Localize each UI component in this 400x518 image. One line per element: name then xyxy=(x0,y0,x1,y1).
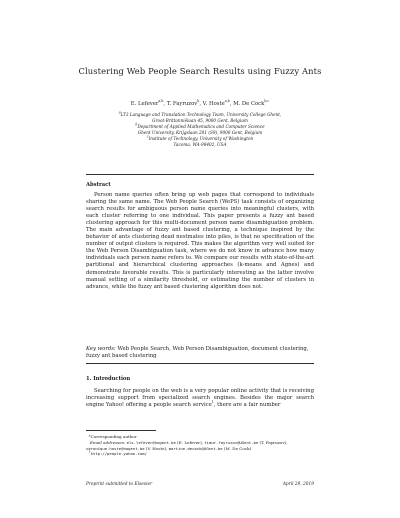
abstract-text: Person name queries often bring up web pages that correspond to individuals sharing the same name. The Web People Search (WePS) task consists of organizing search results for ambiguous person name queries into meaningful clusters, with each cluster referring to one individual. This paper presents a fuzzy ant based clustering approach for this multi-document person name disambiguation problem. The main advantage of fuzzy ant based clustering, a technique inspired by the behavior of ants clustering dead nestmates into piles, is that no specification of the number of output clusters is required. This makes the algorithm very well suited for the Web Person Disambiguation task, where we do not know in advance how many individuals each person name refers to. We compare our results with state-of-the-art partitional and hierarchical clustering approaches (k-means and Agnes) and demonstrate favorable results. This is particularly interesting as the latter involve manual setting of a similarity threshold, or estimating the number of clusters in advance, while the fuzzy ant based clustering algorithm does not. xyxy=(86,192,314,290)
author-list xyxy=(0,101,400,107)
affiliation-line: Tacoma, WA-98402, USA xyxy=(173,142,227,148)
intro-text-end: , there are a fair number xyxy=(213,402,281,409)
intro-paragraph xyxy=(86,388,314,409)
introduction-body xyxy=(86,388,314,409)
author-4: , M. De Cock xyxy=(229,101,265,107)
abstract-heading: Abstract xyxy=(86,182,111,188)
author-3: , V. Hoste xyxy=(199,101,225,107)
affiliation-line: $^c$Institute of Technology, University of Washington xyxy=(146,134,254,142)
affiliation-line: Ghent University, Krijgslaan 281 (S9), 9000 Gent, Belgium xyxy=(137,130,263,136)
affiliation-line: $^a$LT3 Language and Translation Technology Team, University College Ghent, xyxy=(118,110,282,117)
affiliation-line: Groot-Brittanniëlaan 45, 9000 Gent, Belgium xyxy=(152,118,248,124)
footnote-corresponding: *Corresponding author xyxy=(86,434,137,439)
footnotes xyxy=(86,430,314,457)
abstract-top-rule xyxy=(86,174,314,175)
paper-title: Clustering Web People Search Results using Fuzzy Ants xyxy=(78,66,322,76)
affiliations xyxy=(0,112,400,149)
footer-left: Preprint submitted to Elsevier xyxy=(86,482,153,487)
affiliation-line: $^b$Department of Applied Mathematics and Computer Science xyxy=(135,122,265,130)
abstract-body xyxy=(86,192,314,291)
page-footer xyxy=(86,482,314,487)
abstract-bottom-rule xyxy=(86,363,314,364)
footnote-emails: Email addresses: els.lefever@hogent.be (E. Lefever), timur.fayruzov@UGent.be (T. Fayruzov), veronique.hoste@hogent.be (V. Hoste), martine.decock@UGent.be (M. De Cock) xyxy=(86,439,288,451)
author-2-affil: b xyxy=(197,99,200,104)
author-2: , T. Fayruzov xyxy=(163,101,198,107)
author-1-affil: a,b xyxy=(158,99,164,104)
author-1: E. Lefever xyxy=(130,101,159,107)
keywords-text: Web People Search, Web Person Disambiguation, document clustering, fuzzy ant based clustering xyxy=(86,346,309,360)
intro-text: Searching for people on the web is a very popular online activity that is receiving increasing support from specialized search engines. Besides the major search engine Yahoo! offering a people search service xyxy=(86,388,314,409)
section-heading: 1. Introduction xyxy=(86,376,131,382)
intro-footnote-mark: 1 xyxy=(211,400,214,405)
author-3-affil: a,b xyxy=(224,99,230,104)
author-4-affil: b,c xyxy=(264,99,270,104)
footer-date: April 29, 2019 xyxy=(282,482,314,487)
keywords-label: Key words: xyxy=(86,346,116,352)
keywords xyxy=(86,346,314,360)
footnote-rule xyxy=(86,430,156,431)
footnote-url: $^1$http://people.yahoo.com/ xyxy=(88,450,147,457)
